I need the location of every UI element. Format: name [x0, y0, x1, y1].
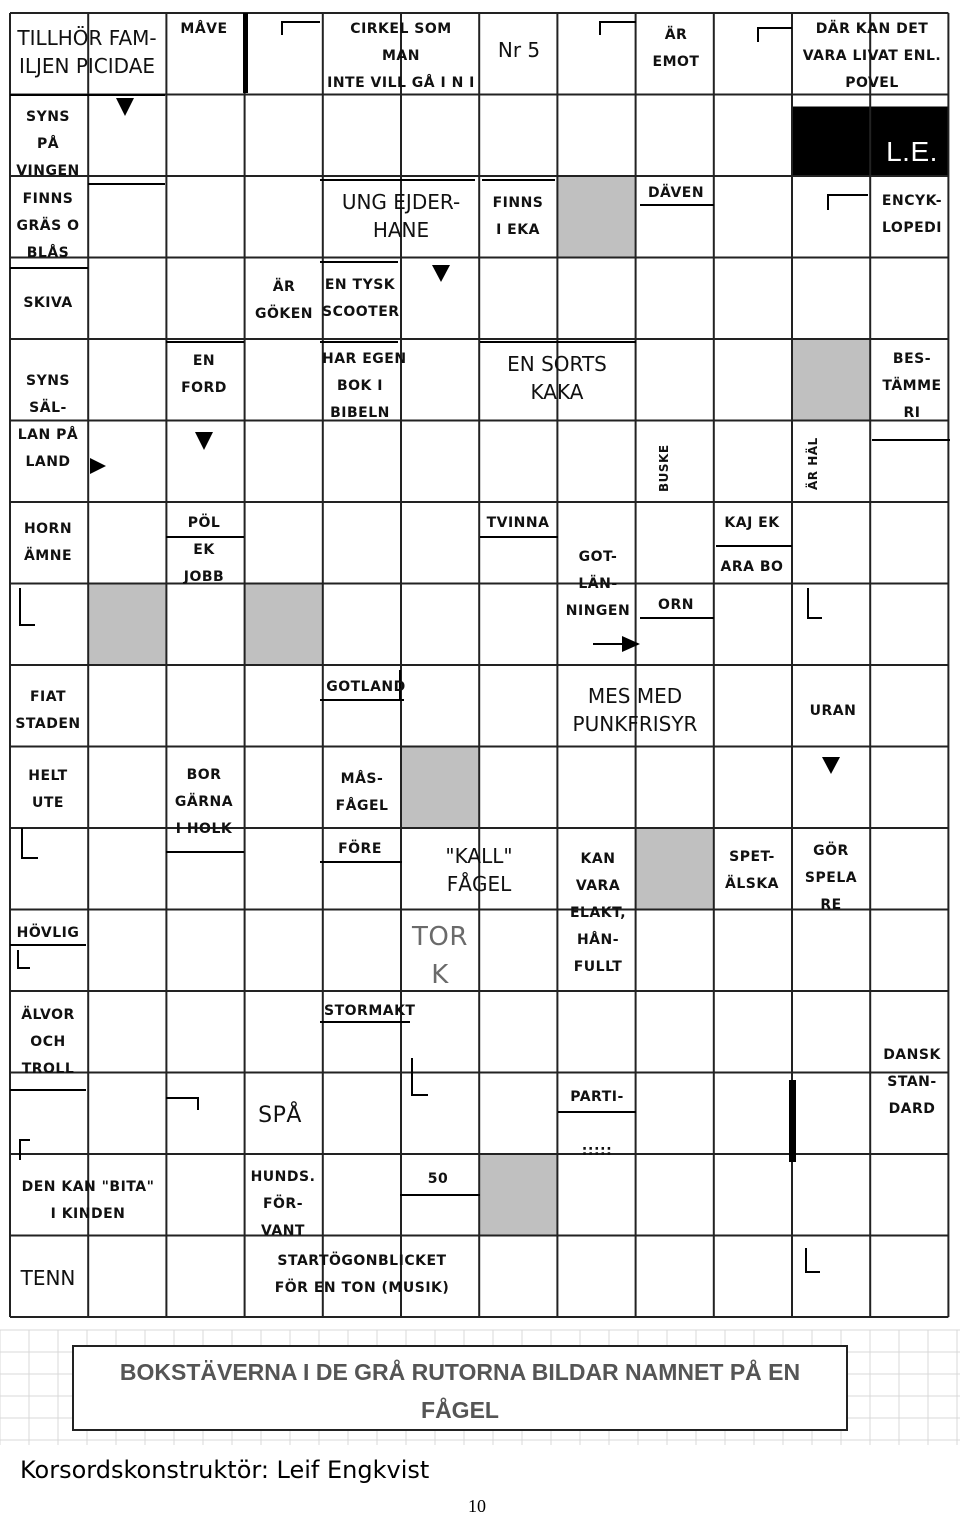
- thick-bar: [789, 1080, 796, 1162]
- clue-text: STARTÖGONBLICKET FÖR EN TON (MUSIK): [274, 1253, 450, 1296]
- clue-text: FINNS GRÄS O BLÅS: [16, 191, 80, 261]
- corner-hook-icon: [758, 28, 792, 42]
- footer-instruction: [72, 1345, 848, 1431]
- clue-text: KAJ EK: [724, 515, 780, 531]
- corner-hook-icon: [282, 22, 320, 35]
- clue-text: URAN: [809, 703, 857, 719]
- corner-hook-icon: [412, 1058, 428, 1095]
- clue-text: GÖR SPELA RE: [804, 843, 858, 913]
- clue-text: BOR GÄRNA I HOLK: [174, 767, 234, 837]
- clue-text: "KALL" FÅGEL: [445, 844, 513, 896]
- clue-text: EN SORTS KAKA: [507, 352, 607, 404]
- clue-text: SPÅ: [258, 1103, 302, 1128]
- gray-answer-cell: [401, 747, 479, 829]
- clue-text: HAR EGEN BOK I BIBELN: [322, 351, 407, 421]
- clue-text: HUNDS. FÖR- VANT: [250, 1169, 316, 1239]
- clue-text: FÖRE: [338, 841, 382, 857]
- gray-answer-cell: [636, 828, 714, 910]
- clue-text: TENN: [20, 1266, 76, 1290]
- clue-text: DÄR KAN DET VARA LIVAT ENL. POVEL: [802, 21, 942, 91]
- corner-hook-icon: [166, 1098, 198, 1110]
- arrow-down-icon: [432, 265, 450, 282]
- clue-text: HÖVLIG: [16, 925, 80, 941]
- clue-text: ÄR HÄL: [806, 437, 820, 490]
- clue-text: PÖL EK JOBB: [183, 515, 225, 585]
- clue-text: TILLHÖR FAM- ILJEN PICIDAE: [17, 26, 157, 78]
- corner-hook-icon: [806, 1248, 820, 1272]
- arrow-right-icon: [90, 458, 106, 474]
- corner-hook-icon: [20, 588, 35, 625]
- clue-text: SPET- ÄLSKA: [724, 849, 780, 892]
- clue-text: ORN: [658, 597, 694, 613]
- clue-text: GOT- LÄN- NINGEN: [565, 549, 631, 619]
- page-number: 10: [468, 1496, 486, 1516]
- author-credit: Korsordskonstruktör: Leif Engkvist: [20, 1456, 430, 1484]
- clue-text: CIRKEL SOM MAN INTE VILL GÅ I N I: [327, 21, 475, 91]
- footer-text: BOKSTÄVERNA I DE GRÅ RUTORNA BILDAR NAMNET PÅ EN FÅGEL: [119, 1359, 801, 1423]
- corner-hook-icon: [600, 22, 636, 35]
- corner-hook-icon: [18, 950, 30, 968]
- clue-text: ARA BO: [720, 559, 784, 575]
- clue-text: DANSK STAN- DARD: [883, 1047, 941, 1117]
- clue-text: L.E.: [886, 136, 938, 167]
- arrow-down-icon: [822, 757, 840, 774]
- gray-answer-cell: [245, 584, 323, 666]
- arrow-down-icon: [195, 432, 213, 450]
- clue-text: UNG EJDER- HANE: [341, 190, 461, 242]
- clue-text: STORMAKT: [324, 1003, 416, 1019]
- corner-hook-icon: [20, 1140, 30, 1160]
- clue-text: FIAT STADEN: [15, 689, 81, 732]
- clue-text: ÄR GÖKEN: [254, 279, 314, 322]
- gray-answer-cell: [792, 339, 870, 421]
- clue-text: KAN VARA ELAKT, HÅN- FULLT: [569, 851, 627, 975]
- clue-text: TVINNA: [486, 515, 550, 531]
- clue-text: HELT UTE: [28, 768, 68, 811]
- gray-answer-cell: [557, 176, 635, 258]
- clue-text: 50: [427, 1171, 449, 1187]
- clue-text: Nr 5: [497, 38, 541, 62]
- clue-text: SYNS PÅ VINGEN: [16, 109, 80, 179]
- gray-answer-cell: [88, 584, 166, 666]
- clue-text: HORN ÄMNE: [23, 521, 73, 564]
- corner-hook-icon: [828, 195, 868, 210]
- corner-hook-icon: [808, 588, 822, 618]
- clue-text: MES MED PUNKFRISYR: [572, 684, 698, 736]
- clue-text: SYNS SÄL- LAN PÅ LAND: [17, 373, 79, 470]
- clue-text: DÄVEN: [647, 185, 705, 201]
- arrow-down-icon: [116, 98, 134, 116]
- clue-text: EN TYSK SCOOTER: [322, 277, 400, 320]
- clue-text: ÄR EMOT: [652, 27, 700, 70]
- clue-text: DEN KAN "BITA" I KINDEN: [21, 1179, 155, 1222]
- clue-text: ENCYK- LOPEDI: [881, 193, 943, 236]
- clue-text: SKIVA: [23, 295, 73, 311]
- clue-text: BUSKE: [657, 444, 671, 492]
- clue-text: GOTLAND: [326, 679, 406, 695]
- clue-text: FINNS I EKA: [492, 195, 544, 238]
- clue-text: PARTI- :::::: [570, 1089, 624, 1159]
- clue-text: ÄLVOR OCH TROLL: [21, 1007, 75, 1077]
- clue-text: BES- TÄMME RI: [882, 351, 942, 421]
- corner-hook-icon: [22, 828, 38, 858]
- clue-text: TOR K: [412, 922, 468, 990]
- gray-answer-cell: [479, 1154, 557, 1236]
- clue-text: MÅS- FÅGEL: [335, 771, 389, 814]
- thick-bar: [243, 13, 248, 93]
- clue-text: MÅVE: [180, 21, 228, 37]
- clue-text: EN FORD: [181, 353, 227, 396]
